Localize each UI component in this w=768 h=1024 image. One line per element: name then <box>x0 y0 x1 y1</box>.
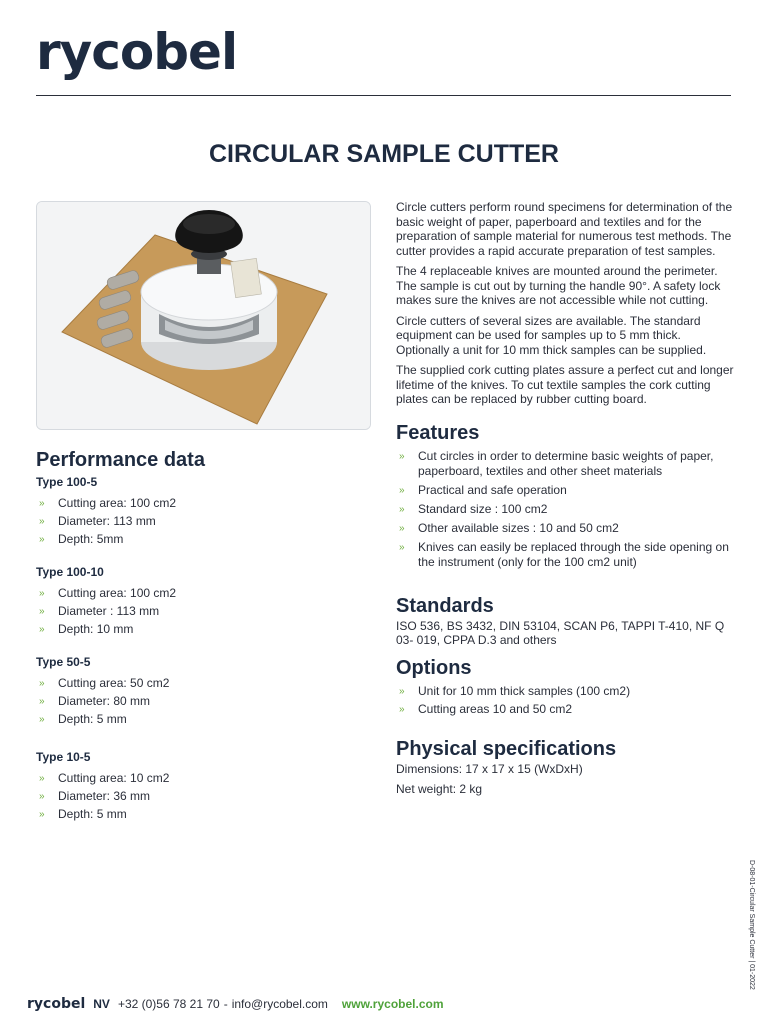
type-heading: Type 100-5 <box>36 475 98 489</box>
footer <box>27 994 444 1014</box>
description-paragraph: Circle cutters of several sizes are available. The standard equipment can be used for samples up to 5 mm thick. Optionally a unit for 10 mm thick samples can be supplied. <box>396 313 707 357</box>
bullet-chevron-icon: » <box>399 522 405 534</box>
options-list <box>396 684 736 717</box>
footer-brand: rycobel <box>27 996 86 1012</box>
bullet-chevron-icon: » <box>39 791 45 802</box>
net-weight-text: Net weight: 2 kg <box>396 782 483 796</box>
footer-email-link[interactable]: info@rycobel.com <box>231 997 328 1011</box>
spec-item: » Cutting area: 100 cm2 <box>39 496 177 510</box>
bullet-chevron-icon: » <box>399 503 405 515</box>
options-heading: Options <box>396 656 472 679</box>
type-heading: Type 100-10 <box>36 565 104 579</box>
performance-type-group <box>36 474 366 547</box>
feature-item: » Knives can easily be replaced through the side opening on the instrument (only for the 100 cm2 unit) <box>399 539 729 569</box>
physical-specs-heading: Physical specifications <box>396 737 617 760</box>
document-code-text: D-08-01-Circular Sample Cutter | 01-2022 <box>748 860 755 990</box>
description-paragraph: The supplied cork cutting plates assure a perfect cut and longer lifetime of the knives. To cut textile samples the cork cutting plates can be replaced by rubber cutting board. <box>396 363 734 406</box>
header-divider <box>36 95 731 96</box>
footer-company-suffix: NV <box>93 997 110 1011</box>
bullet-chevron-icon: » <box>39 606 45 617</box>
page-title: CIRCULAR SAMPLE CUTTER <box>209 140 559 168</box>
spec-item: » Depth: 10 mm <box>39 622 134 636</box>
spec-item: » Depth: 5mm <box>39 532 124 546</box>
bullet-chevron-icon: » <box>39 714 45 725</box>
footer-website-link[interactable]: www.rycobel.com <box>341 997 444 1011</box>
feature-item: » Other available sizes : 10 and 50 cm2 <box>399 520 619 535</box>
document-code <box>745 860 757 990</box>
type-heading: Type 10-5 <box>36 750 91 764</box>
performance-type-group <box>36 654 366 727</box>
footer-phone: +32 (0)56 78 21 70 <box>117 997 220 1011</box>
circular-cutter-illustration <box>37 202 370 429</box>
performance-data-section <box>36 448 366 822</box>
bullet-chevron-icon: » <box>399 541 405 553</box>
bullet-chevron-icon: » <box>399 484 405 496</box>
bullet-chevron-icon: » <box>39 809 45 820</box>
features-heading: Features <box>396 421 480 444</box>
spec-item: » Diameter: 80 mm <box>39 694 151 708</box>
bullet-chevron-icon: » <box>39 588 45 599</box>
bullet-chevron-icon: » <box>39 678 45 689</box>
bullet-chevron-icon: » <box>399 703 405 715</box>
footer-separator: - <box>223 997 228 1011</box>
spec-item: » Cutting area: 50 cm2 <box>39 676 170 690</box>
feature-item: » Practical and safe operation <box>399 482 567 497</box>
standards-text: ISO 536, BS 3432, DIN 53104, SCAN P6, TAPPI T-410, NF Q 03- 019, CPPA D.3 and others <box>396 618 725 647</box>
standards-heading: Standards <box>396 594 494 617</box>
bullet-chevron-icon: » <box>399 450 405 462</box>
spec-item: » Diameter: 113 mm <box>39 514 156 528</box>
spec-item: » Depth: 5 mm <box>39 712 127 726</box>
performance-heading: Performance data <box>36 449 205 471</box>
description-column <box>396 200 736 797</box>
spec-item: » Cutting area: 10 cm2 <box>39 771 170 785</box>
option-item: » Cutting areas 10 and 50 cm2 <box>399 701 573 716</box>
spec-item: » Depth: 5 mm <box>39 807 127 821</box>
feature-item: » Standard size : 100 cm2 <box>399 501 548 516</box>
dimensions-text: Dimensions: 17 x 17 x 15 (WxDxH) <box>396 761 583 776</box>
spec-item: » Diameter : 113 mm <box>39 604 160 618</box>
bullet-chevron-icon: » <box>399 685 405 697</box>
feature-item: » Cut circles in order to determine basic weights of paper, paperboard, textiles and other sheet materials <box>399 448 714 478</box>
bullet-chevron-icon: » <box>39 773 45 784</box>
bullet-chevron-icon: » <box>39 624 45 635</box>
spec-item: » Cutting area: 100 cm2 <box>39 586 177 600</box>
bullet-chevron-icon: » <box>39 696 45 707</box>
performance-type-group <box>36 564 366 637</box>
type-heading: Type 50-5 <box>36 655 91 669</box>
performance-type-group <box>36 749 366 822</box>
rycobel-logo: rycobel <box>36 23 238 81</box>
description-paragraph: Circle cutters perform round specimens for determination of the basic weight of paper, paperboard and textiles and for the preparation of sample material for numerous test methods. The cutter provides a rapid accurate preparation of test samples. <box>396 200 733 258</box>
option-item: » Unit for 10 mm thick samples (100 cm2) <box>399 683 631 698</box>
product-photo <box>36 201 371 430</box>
bullet-chevron-icon: » <box>39 516 45 527</box>
bullet-chevron-icon: » <box>39 534 45 545</box>
spec-item: » Diameter: 36 mm <box>39 789 151 803</box>
bullet-chevron-icon: » <box>39 498 45 509</box>
description-paragraph: The 4 replaceable knives are mounted around the perimeter. The sample is cut out by turning the handle 90°. A safety lock makes sure the knives are not accessible while not cutting. <box>396 264 721 307</box>
features-list <box>396 449 736 570</box>
